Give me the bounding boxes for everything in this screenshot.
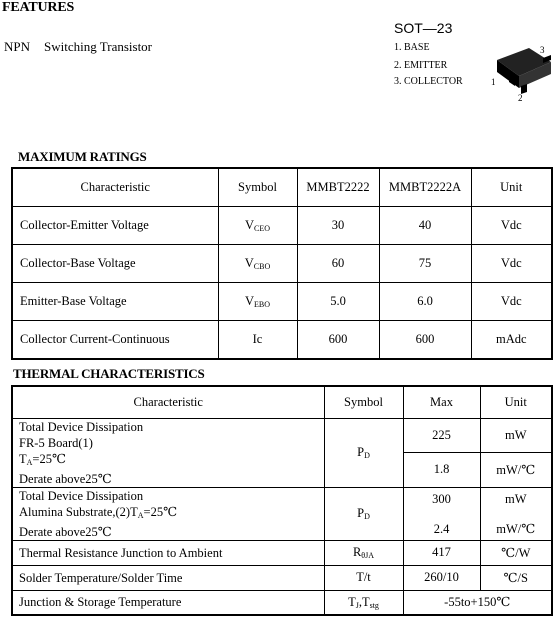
row-unit: ℃/W <box>480 540 552 565</box>
row-unit: mAdc <box>471 321 552 360</box>
row-characteristic: Total Device Dissipation FR-5 Board(1) $T_A=25℃$ Derate above25℃ <box>12 418 324 487</box>
pin-number-3: 3 <box>540 45 545 55</box>
row-max: 1.8 <box>403 453 480 488</box>
table-row <box>12 321 552 360</box>
row-symbol: $T_J,T_{stg}$ <box>324 590 403 615</box>
sot23-package-icon <box>485 38 557 104</box>
row-characteristic: Collector Current-Continuous <box>12 321 218 360</box>
header-characteristic: Characteristic <box>12 168 218 207</box>
row-characteristic: Solder Temperature/Solder Time <box>12 565 324 590</box>
row-characteristic: Total Device Dissipation Alumina $Substrate,(2)T_A=25℃$ Derate above25℃ <box>12 487 324 540</box>
pin-label-collector: 3. COLLECTOR <box>394 76 463 87</box>
thermal-title: THERMAL CHARACTERISTICS <box>13 366 205 381</box>
row-unit: Vdc <box>471 245 552 283</box>
row-value-mmbt2222a: 75 <box>379 245 471 283</box>
table-row <box>12 283 552 321</box>
header-unit: Unit <box>471 168 552 207</box>
row-unit: mW/℃ <box>480 453 552 488</box>
transistor-description <box>4 39 152 55</box>
row-value-mmbt2222a: 6.0 <box>379 283 471 321</box>
header-unit: Unit <box>480 386 552 418</box>
row-symbol: $P_D$ <box>324 418 403 487</box>
row-characteristic: Thermal Resistance Junction to Ambient <box>12 540 324 565</box>
row-temperature-range: -55to+150℃ <box>403 590 552 615</box>
row-characteristic: Junction & Storage Temperature <box>12 590 324 615</box>
header-characteristic: Characteristic <box>12 386 324 418</box>
row-unit: mW <box>480 418 552 453</box>
row-symbol: T/t <box>324 565 403 590</box>
row-symbol: $V_{CBO}$ <box>218 245 297 283</box>
table-header-row <box>12 168 552 207</box>
row-max: 225 <box>403 418 480 453</box>
header-max: Max <box>403 386 480 418</box>
row-unit: mW <box>480 487 552 514</box>
features-title: FEATURES <box>2 0 75 15</box>
row-characteristic: Collector-Base Voltage <box>12 245 218 283</box>
row-symbol: $V_{EBO}$ <box>218 283 297 321</box>
row-unit: Vdc <box>471 207 552 245</box>
table-header-row <box>12 386 552 418</box>
row-characteristic: Emitter-Base Voltage <box>12 283 218 321</box>
max-ratings-table <box>11 167 553 360</box>
row-value-mmbt2222: 5.0 <box>297 283 379 321</box>
table-row <box>12 565 552 590</box>
row-unit: mW/℃ <box>480 514 552 541</box>
package-name: SOT—23 <box>394 20 453 36</box>
thermal-table <box>11 385 553 616</box>
header-mmbt2222: MMBT2222 <box>297 168 379 207</box>
row-max: 300 <box>403 487 480 514</box>
row-max: 2.4 <box>403 514 480 541</box>
pin-number-1: 1 <box>491 77 496 87</box>
table-row <box>12 207 552 245</box>
pin-label-base: 1. BASE <box>394 42 430 53</box>
row-value-mmbt2222: 60 <box>297 245 379 283</box>
row-max: 260/10 <box>403 565 480 590</box>
row-symbol: $P_D$ <box>324 487 403 540</box>
table-row <box>12 418 552 453</box>
row-value-mmbt2222: 30 <box>297 207 379 245</box>
table-row <box>12 540 552 565</box>
table-row <box>12 487 552 514</box>
table-row <box>12 245 552 283</box>
row-unit: ℃/S <box>480 565 552 590</box>
row-unit: Vdc <box>471 283 552 321</box>
row-symbol: $V_{CEO}$ <box>218 207 297 245</box>
transistor-function: Switching Transistor <box>44 39 153 54</box>
table-row <box>12 590 552 615</box>
header-mmbt2222a: MMBT2222A <box>379 168 471 207</box>
header-symbol: Symbol <box>218 168 297 207</box>
row-symbol: Ic <box>218 321 297 360</box>
row-characteristic: Collector-Emitter Voltage <box>12 207 218 245</box>
row-value-mmbt2222a: 600 <box>379 321 471 360</box>
pin-label-emitter: 2. EMITTER <box>394 60 448 71</box>
row-value-mmbt2222: 600 <box>297 321 379 360</box>
pin-number-2: 2 <box>518 93 523 103</box>
header-symbol: Symbol <box>324 386 403 418</box>
max-ratings-title: MAXIMUM RATINGS <box>18 149 147 164</box>
transistor-type: NPN <box>4 39 31 54</box>
row-max: 417 <box>403 540 480 565</box>
row-symbol: $R_{\theta JA}$ <box>324 540 403 565</box>
row-value-mmbt2222a: 40 <box>379 207 471 245</box>
